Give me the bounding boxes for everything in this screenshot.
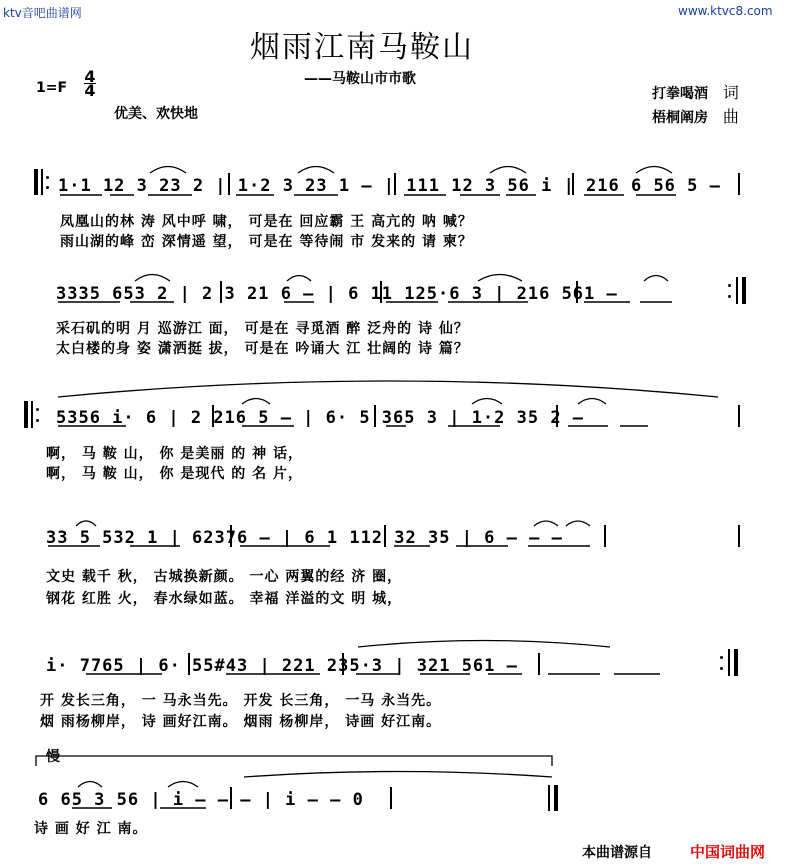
source-site-link[interactable]: 中国词曲网 xyxy=(690,843,766,861)
slur-arc xyxy=(76,521,96,526)
slur-arc xyxy=(244,772,552,778)
slur-arc xyxy=(78,782,102,788)
tempo-marking: 优美、欢快地 xyxy=(114,106,198,122)
slur-arc xyxy=(287,276,311,282)
repeat-dot xyxy=(720,656,723,659)
notation-row-4: 33 5 532 1 | 62376 – | 6 1 112 32 35 | 6 – – – xyxy=(46,528,563,548)
time-signature-top: 4 xyxy=(84,67,96,86)
lyric-row-4-verse-2: 钢花 红胜 火， 春水绿如蓝。 幸福 洋溢的文 明 城， xyxy=(46,591,403,607)
key-signature: 1=F xyxy=(36,80,68,96)
repeat-start-bar xyxy=(31,401,33,428)
slur-arc xyxy=(490,167,526,174)
watermark-left: ktv音吧曲谱网 xyxy=(3,6,82,20)
repeat-dot xyxy=(720,667,723,670)
lyricist xyxy=(652,80,739,103)
repeat-dot xyxy=(36,419,39,422)
repeat-end-thick xyxy=(734,649,738,676)
repeat-start-thick xyxy=(34,169,38,195)
lyric-row-3-verse-2: 啊， 马 鞍 山， 你 是现代 的 名 片， xyxy=(46,466,303,482)
song-title: 烟雨江南马鞍山 xyxy=(250,30,474,65)
repeat-dot xyxy=(728,284,731,287)
lyricist-role: 词 xyxy=(722,83,739,102)
source-label: 本曲谱源自 xyxy=(582,845,652,861)
slur-arc xyxy=(168,782,198,788)
slur-arc xyxy=(578,399,606,405)
slur-arc xyxy=(478,275,522,282)
repeat-end-bar xyxy=(736,277,738,304)
notation-row-6: 6 65 3 56 | i – – – | i – – 0 xyxy=(38,790,364,810)
final-bar-thick xyxy=(554,785,558,811)
repeat-start-bar xyxy=(41,169,43,195)
bar-line xyxy=(738,405,740,427)
song-subtitle: ——马鞍山市市歌 xyxy=(304,71,416,87)
repeat-dot xyxy=(36,408,39,411)
slur-arc xyxy=(298,167,334,174)
notation-row-1: 1·1 12 3 23 2 | 1·2 3 23 1 – | 111 12 3 56 i | 216 6 56 5 – xyxy=(58,176,721,196)
repeat-end-thick xyxy=(742,277,746,304)
repeat-end-bar xyxy=(728,649,730,676)
slur-arc xyxy=(644,276,668,282)
lyric-row-6: 诗 画 好 江 南。 xyxy=(34,821,148,837)
lyricist-name: 打拳喝酒 xyxy=(652,86,708,102)
time-signature-bottom: 4 xyxy=(84,81,96,100)
tempo-bracket xyxy=(36,756,552,766)
slur-arc xyxy=(358,641,610,648)
final-bar xyxy=(548,785,550,811)
repeat-start-thick xyxy=(24,401,28,428)
slur-arc xyxy=(242,399,270,405)
composer xyxy=(652,104,739,127)
slur-arc xyxy=(472,399,502,405)
repeat-dot xyxy=(46,176,49,179)
repeat-dot xyxy=(46,186,49,189)
lyric-row-1-verse-2: 雨山湖的峰 峦 深情遥 望， 可是在 等待闹 市 发来的 请 柬？ xyxy=(60,234,473,250)
lyric-row-2-verse-1: 采石矶的明 月 巡游江 面， 可是在 寻觅酒 醉 泛舟的 诗 仙？ xyxy=(56,321,469,337)
lyric-row-5-verse-1: 开 发长三角， 一 马永当先。 开发 长三角， 一马 永当先。 xyxy=(40,693,442,709)
slur-arc xyxy=(150,167,186,174)
slur-arc xyxy=(135,275,170,282)
lyric-row-5-verse-2: 烟 雨杨柳岸， 诗 画好江南。 烟雨 杨柳岸， 诗画 好江南。 xyxy=(40,714,442,730)
slow-marking: 慢 xyxy=(46,749,60,765)
time-signature xyxy=(84,67,96,100)
bar-line xyxy=(538,653,540,675)
repeat-dot xyxy=(728,295,731,298)
lyric-row-1-verse-1: 凤凰山的林 涛 风中呼 啸， 可是在 回应霸 王 高亢的 呐 喊？ xyxy=(60,214,473,230)
slur-arc xyxy=(636,167,672,174)
slur-arc xyxy=(566,521,590,526)
notation-row-5: i· 7765 | 6· 55#43 | 221 235·3 | 321 561 – xyxy=(46,656,518,676)
slur-arc xyxy=(58,381,718,397)
bar-line xyxy=(738,525,740,547)
lyric-row-3-verse-1: 啊， 马 鞍 山， 你 是美丽 的 神 话， xyxy=(46,446,303,462)
notation-row-3: 5356 i· 6 | 2 216 5 – | 6· 5 365 3 | 1·2 35 2 – xyxy=(56,408,585,428)
composer-role: 曲 xyxy=(722,107,739,126)
bar-line xyxy=(604,525,606,547)
bar-line xyxy=(390,787,392,809)
notation-row-2: 3335 653 2 | 2 3 21 6 – | 6 11 125·6 3 | 216 561 – xyxy=(56,284,618,304)
slur-arc xyxy=(534,521,558,526)
bar-line xyxy=(738,173,740,195)
composer-name: 梧桐阐房 xyxy=(652,110,708,126)
lyric-row-4-verse-1: 文史 载千 秋， 古城换新颜。 一心 两翼的经 济 圈， xyxy=(46,569,403,585)
lyric-row-2-verse-2: 太白楼的身 姿 潇洒挺 拔， 可是在 吟诵大 江 壮阔的 诗 篇？ xyxy=(56,341,469,357)
watermark-right: www.ktvc8.com xyxy=(678,4,773,18)
